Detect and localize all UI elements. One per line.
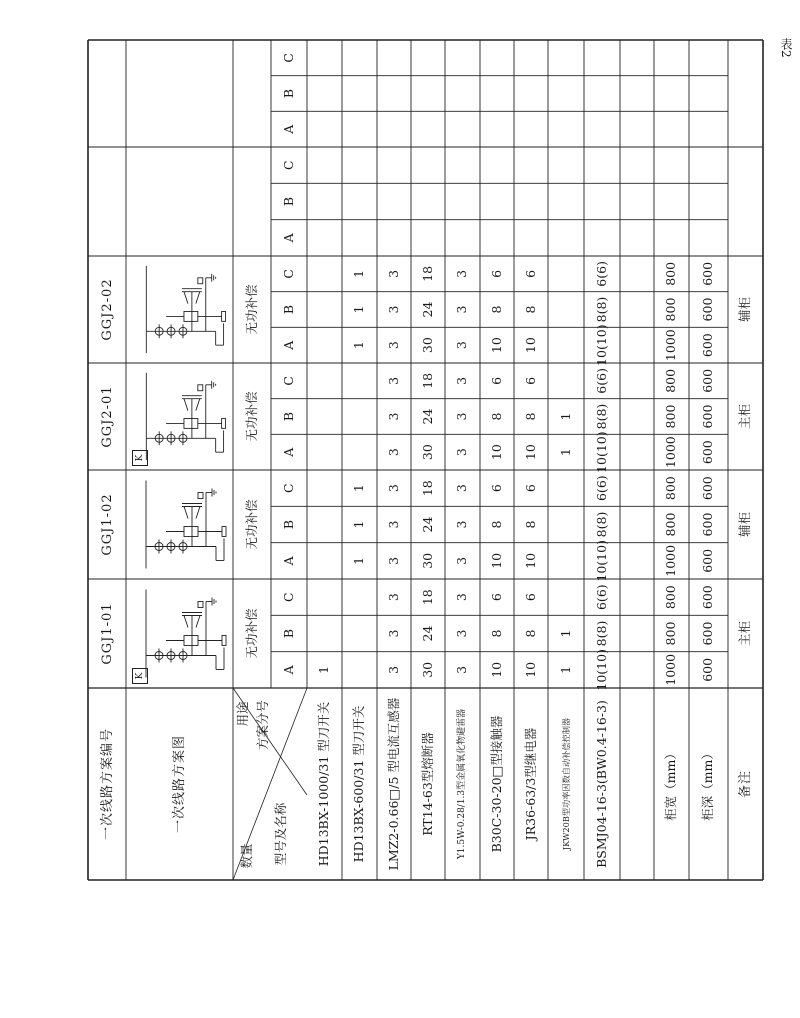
depth-value: 600 [700,333,716,358]
model-name-label: 型号及名称 [272,802,288,866]
value-cell [307,292,342,328]
depth-value: 600 [700,585,716,610]
value-cell: 3 [385,484,401,493]
value-cell [342,399,377,435]
value-cell [480,111,514,147]
value-cell [548,470,584,506]
scheme-remark [728,147,763,256]
phase-label: A [280,556,296,566]
width-value [654,220,689,256]
depth-value: 600 [700,512,716,537]
width-label: 柜宽（mm） [663,747,679,821]
depth-value [689,40,728,76]
depth-value: 600 [700,621,716,646]
value-cell: 1 [351,520,367,529]
value-cell [307,40,342,76]
value-cell [514,40,548,76]
scheme-code [88,40,126,147]
one-line-diagram [126,363,233,470]
scheme-usage [233,40,271,147]
phase-label: A [280,665,296,675]
value-cell [445,40,480,76]
value-cell: 10 [522,444,538,461]
value-cell [377,40,411,76]
value-cell: 6 [522,376,538,385]
value-cell [480,220,514,256]
scheme-remark: 辅柜 [737,512,753,538]
value-cell [411,147,445,183]
value-cell: 24 [419,625,435,642]
value-cell [584,183,620,219]
value-cell: 10(10) [593,324,609,366]
phase-label: A [280,233,296,243]
one-line-diagram [126,579,233,688]
value-cell: 6 [522,593,538,602]
value-cell [548,543,584,579]
depth-value: 600 [700,657,716,682]
value-cell [377,220,411,256]
value-cell [548,40,584,76]
value-cell: 3 [454,412,470,421]
value-cell [514,183,548,219]
depth-value [689,76,728,112]
value-cell: 3 [385,412,401,421]
value-cell [548,76,584,112]
scheme-remark: 主柜 [737,404,753,430]
equipment-table [88,40,763,880]
phase-label: C [280,483,296,493]
width-value [654,183,689,219]
width-value [654,40,689,76]
value-cell: 8 [488,629,504,638]
depth-label: 柜深（mm） [700,747,716,821]
value-cell [342,76,377,112]
value-cell: 18 [419,480,435,497]
value-cell [307,543,342,579]
scheme-code: GGJ1-01 [99,602,115,665]
depth-value [689,111,728,147]
value-cell: 10(10) [593,431,609,473]
width-value [654,76,689,112]
scheme-usage: 无功补偿 [243,391,259,442]
value-cell [377,76,411,112]
phase-label: A [280,124,296,134]
value-cell: 30 [419,444,435,461]
value-cell: 3 [454,556,470,565]
value-cell: 3 [385,376,401,385]
usage-label: 用途 [234,701,250,727]
value-cell: 3 [385,448,401,457]
width-value: 800 [663,297,679,322]
value-cell: 3 [454,269,470,278]
value-cell [307,615,342,651]
value-cell [548,111,584,147]
value-cell [307,256,342,292]
value-cell: 3 [385,269,401,278]
scheme-usage: 无功补偿 [243,284,259,335]
value-cell: 6 [488,376,504,385]
phase-label: C [280,269,296,279]
sub-scheme-label: 方案分号 [254,700,270,751]
value-cell [307,220,342,256]
value-cell [548,327,584,363]
depth-value [689,220,728,256]
value-cell [342,652,377,688]
value-cell: 10(10) [593,540,609,582]
value-cell [584,111,620,147]
value-cell [584,147,620,183]
value-cell [548,506,584,542]
value-cell [584,220,620,256]
value-cell: 8 [488,305,504,314]
value-cell [342,147,377,183]
value-cell: 10 [522,552,538,569]
value-cell: 10 [488,552,504,569]
one-line-diagram [126,470,233,579]
value-cell [514,220,548,256]
component-name: LMZ2-0.66□/5 型电流互感器 [385,697,401,871]
width-value: 800 [663,621,679,646]
value-cell: 24 [419,301,435,318]
value-cell: 3 [385,341,401,350]
value-cell [584,40,620,76]
value-cell [307,363,342,399]
value-cell: 10 [488,661,504,678]
value-cell: 3 [385,556,401,565]
scheme-id-label: 一次线路方案编号 [99,728,115,841]
value-cell: 30 [419,337,435,354]
value-cell [307,111,342,147]
value-cell: 8(8) [593,403,609,430]
value-cell: 3 [454,484,470,493]
value-cell [480,147,514,183]
phase-label: A [280,340,296,350]
value-cell: 3 [454,341,470,350]
phase-label: C [280,376,296,386]
value-cell [411,220,445,256]
value-cell: 30 [419,552,435,569]
component-name: B30C-30-20□型接触器 [488,715,504,853]
depth-value: 600 [700,476,716,501]
value-cell: 24 [419,516,435,533]
value-cell: 8 [522,629,538,638]
width-value [654,147,689,183]
phase-label: C [280,53,296,63]
width-value: 800 [663,261,679,286]
value-cell [514,111,548,147]
value-cell [548,292,584,328]
value-cell: 8 [488,412,504,421]
value-cell [445,183,480,219]
value-cell [342,220,377,256]
phase-label: B [280,304,296,315]
component-name: Y1.5W-0.28/1.3型金属氧化物避雷器 [457,708,467,860]
value-cell [342,111,377,147]
value-cell [480,76,514,112]
value-cell: 1 [557,412,573,421]
width-value: 1000 [663,436,679,469]
depth-value: 600 [700,440,716,465]
depth-value [689,147,728,183]
component-name: BSMJ04-16-3(BW0.4-16-3) [593,700,609,868]
value-cell: 3 [385,593,401,602]
width-value [654,111,689,147]
value-cell [307,434,342,470]
value-cell: 6 [488,269,504,278]
width-value: 800 [663,476,679,501]
value-cell [377,111,411,147]
phase-label: C [280,160,296,170]
value-cell: 6(6) [593,475,609,502]
value-cell [307,327,342,363]
value-cell: 1 [351,341,367,350]
k-box: K [132,450,148,466]
value-cell: 18 [419,372,435,389]
value-cell: 3 [454,520,470,529]
value-cell: 8(8) [593,296,609,323]
scheme-code [88,147,126,256]
value-cell [548,363,584,399]
value-cell [411,76,445,112]
phase-label: B [280,88,296,99]
value-cell [548,147,584,183]
depth-value: 600 [700,297,716,322]
scheme-diagram-label: 一次线路方案图 [172,735,187,834]
scheme-code: GGJ2-01 [99,385,115,448]
value-cell: 6 [488,593,504,602]
value-cell: 10 [488,337,504,354]
value-cell [445,220,480,256]
value-cell: 3 [454,448,470,457]
value-cell: 1 [316,665,332,674]
value-cell: 24 [419,408,435,425]
value-cell: 8 [522,520,538,529]
value-cell: 3 [454,665,470,674]
value-cell [445,147,480,183]
value-cell [548,256,584,292]
value-cell [342,615,377,651]
depth-value: 600 [700,548,716,573]
width-value: 1000 [663,329,679,362]
value-cell: 1 [351,269,367,278]
value-cell [514,76,548,112]
scheme-code: GGJ2-02 [99,278,115,341]
width-value: 1000 [663,544,679,577]
component-name: HD13BX-1000/31 型刀开关 [316,701,332,867]
value-cell: 8(8) [593,620,609,647]
depth-value: 600 [700,261,716,286]
value-cell: 6 [522,269,538,278]
value-cell [307,183,342,219]
value-cell: 8 [488,520,504,529]
value-cell: 3 [385,665,401,674]
value-cell: 1 [557,665,573,674]
value-cell [307,76,342,112]
value-cell [307,506,342,542]
value-cell: 1 [351,556,367,565]
depth-value [689,183,728,219]
value-cell [548,220,584,256]
value-cell: 6 [488,484,504,493]
value-cell: 6(6) [593,261,609,287]
value-cell: 10 [488,444,504,461]
value-cell: 10 [522,337,538,354]
component-name: JR36-63/3型继电器 [522,727,538,841]
scheme-usage: 无功补偿 [243,608,259,659]
depth-value: 600 [700,404,716,429]
value-cell [411,183,445,219]
value-cell [342,40,377,76]
value-cell [514,147,548,183]
value-cell [342,363,377,399]
value-cell [307,399,342,435]
value-cell: 8(8) [593,511,609,538]
width-value: 800 [663,404,679,429]
width-value: 800 [663,585,679,610]
value-cell: 3 [454,629,470,638]
value-cell [480,40,514,76]
component-name: RT14-63型熔断器 [419,732,435,836]
value-cell [445,111,480,147]
value-cell: 3 [454,593,470,602]
scheme-remark: 辅柜 [737,297,753,323]
one-line-diagram [126,256,233,363]
value-cell: 18 [419,265,435,282]
value-cell [307,470,342,506]
value-cell [342,434,377,470]
value-cell: 1 [557,448,573,457]
value-cell: 30 [419,661,435,678]
value-cell [377,147,411,183]
value-cell: 3 [454,305,470,314]
remarks-label: 备注 [738,770,753,799]
phase-label: C [280,592,296,602]
value-cell: 6(6) [593,584,609,611]
value-cell: 3 [385,629,401,638]
value-cell: 1 [351,484,367,493]
scheme-remark: 主柜 [737,621,753,647]
component-name: HD13BX-600/31 型刀开关 [351,705,367,863]
value-cell [307,579,342,615]
value-cell: 1 [557,629,573,638]
scheme-usage: 无功补偿 [243,499,259,550]
scheme-remark [728,40,763,147]
width-value: 1000 [663,653,679,686]
value-cell [584,76,620,112]
value-cell [548,183,584,219]
width-value: 800 [663,368,679,393]
phase-label: B [280,411,296,422]
scheme-usage [233,147,271,256]
value-cell: 3 [385,520,401,529]
value-cell [445,76,480,112]
value-cell: 10(10) [593,649,609,691]
quantity-label: 数量 [238,843,254,869]
value-cell [480,183,514,219]
value-cell [411,40,445,76]
value-cell [342,183,377,219]
k-box: K [132,668,148,684]
phase-label: B [280,628,296,639]
table-number: 表2 [779,38,793,58]
value-cell: 1 [351,305,367,314]
width-value: 800 [663,512,679,537]
value-cell [377,183,411,219]
phase-label: A [280,447,296,457]
value-cell: 6(6) [593,368,609,394]
value-cell [342,579,377,615]
scheme-code: GGJ1-02 [99,493,115,556]
value-cell: 3 [454,376,470,385]
value-cell [307,147,342,183]
value-cell: 6 [522,484,538,493]
value-cell: 3 [385,305,401,314]
value-cell: 8 [522,305,538,314]
value-cell: 10 [522,661,538,678]
value-cell: 18 [419,589,435,606]
component-name: JKW20B型功率因数自动补偿控制器 [560,717,571,851]
value-cell: 8 [522,412,538,421]
phase-label: B [280,196,296,207]
depth-value: 600 [700,368,716,393]
value-cell [411,111,445,147]
value-cell [548,579,584,615]
phase-label: B [280,519,296,530]
